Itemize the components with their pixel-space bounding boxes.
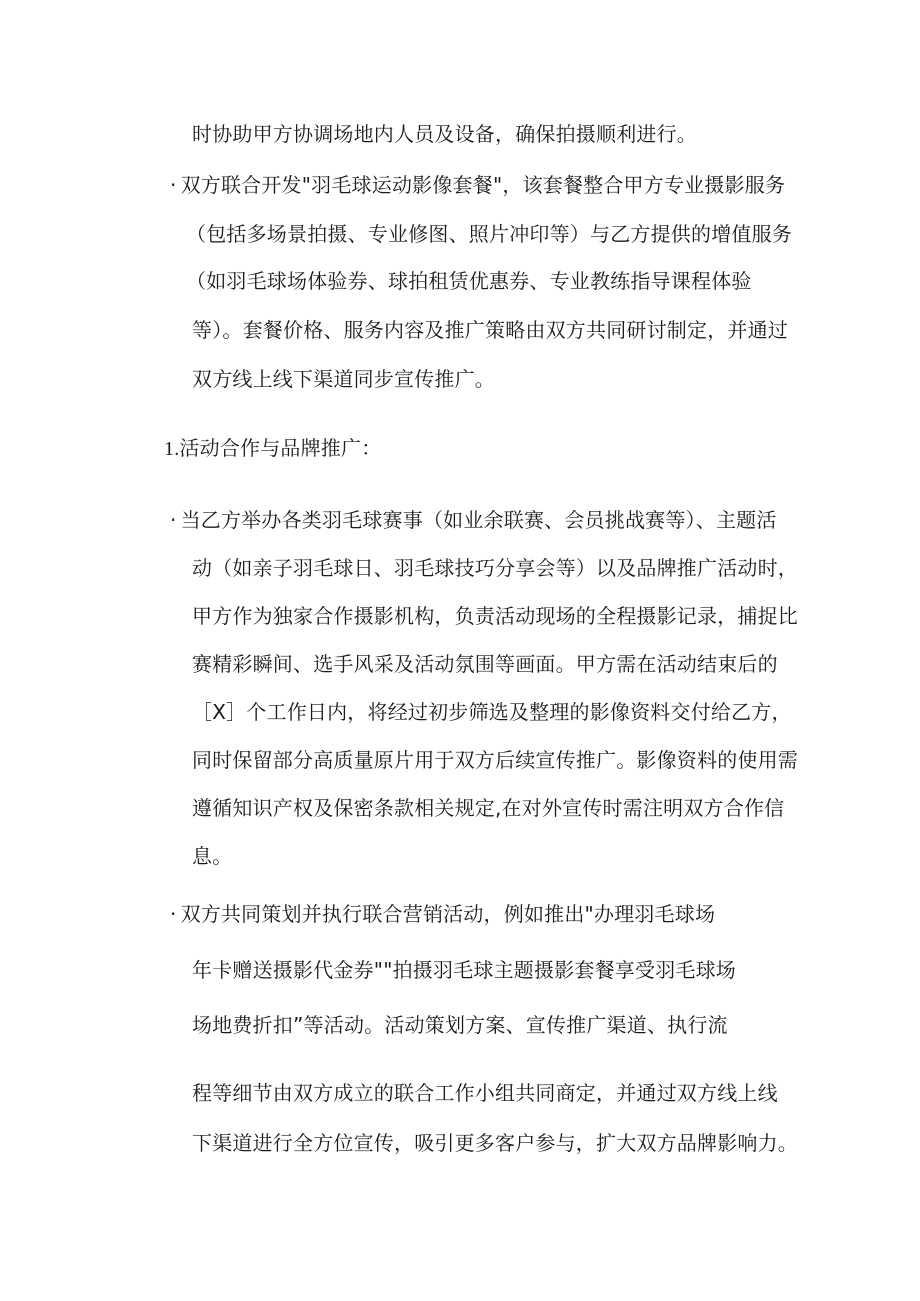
paragraph-2-line-5: 双方线上线下渠道同步宣传推广。 (192, 367, 495, 391)
bullet-marker: · (170, 173, 177, 197)
paragraph-3-line-2: 动（如亲子羽毛球日、羽毛球技巧分享会等）以及品牌推广活动时， (192, 556, 798, 580)
bullet-marker: · (170, 508, 177, 532)
heading-number: 1. (164, 438, 180, 460)
paragraph-3-text: 当乙方举办各类羽毛球赛事（如业余联赛、会员挑战赛等）、主题活 (180, 508, 777, 532)
paragraph-4-text: 双方共同策划并执行联合营销活动，例如推出"办理羽毛球场 (180, 902, 716, 926)
paragraph-2-line-3: （如羽毛球场体验券、球拍租赁优惠券、专业教练指导课程体验 (186, 269, 752, 293)
heading-text: 活动合作与品牌推广： (179, 436, 382, 460)
paragraph-3-line-3: 甲方作为独家合作摄影机构，负责活动现场的全程摄影记录，捕捉比 (192, 604, 798, 628)
paragraph-3-line-8: 息。 (192, 844, 233, 868)
paragraph-4-line-5: 下渠道进行全方位宣传，吸引更多客户参与，扩大双方品牌影响力。 (192, 1131, 798, 1155)
paragraph-3-line-6: 同时保留部分高质量原片用于双方后续宣传推广。影像资料的使用需 (192, 748, 798, 772)
paragraph-2-line-1 (170, 173, 785, 197)
paragraph-3-line-1 (170, 508, 777, 532)
paragraph-4-line-4: 程等细节由双方成立的联合工作小组共同商定，并通过双方线上线 (192, 1081, 778, 1105)
paragraph-2-line-4: 等）。套餐价格、服务内容及推广策略由双方共同研讨制定，并通过 (192, 318, 788, 342)
paragraph-4-line-2: 年卡赠送摄影代金券""拍摄羽毛球主题摄影套餐享受羽毛球场 (192, 958, 736, 982)
paragraph-1-line-1: 时协助甲方协调场地内人员及设备，确保拍摄顺利进行。 (192, 122, 697, 146)
paragraph-3-line-7: 遵循知识产权及保密条款相关规定,在对外宣传时需注明双方合作信 (192, 796, 785, 820)
section-heading (164, 436, 381, 461)
paragraph-4-line-3: 场地费折扣”等活动。活动策划方案、宣传推广渠道、执行流 (192, 1013, 728, 1037)
paragraph-4-line-1 (170, 902, 715, 926)
bullet-marker: · (170, 902, 177, 926)
paragraph-2-text: 双方联合开发"羽毛球运动影像套餐"，该套餐整合甲方专业摄影服务 (180, 173, 786, 197)
paragraph-3-line-4: 赛精彩瞬间、选手风采及活动氛围等画面。甲方需在活动结束后的 (192, 652, 778, 676)
paragraph-2-line-2: （包括多场景拍摄、专业修图、照片冲印等）与乙方提供的增值服务 (186, 222, 792, 246)
paragraph-3-line-5: ［X］个工作日内，将经过初步筛选及整理的影像资料交付给乙方， (192, 700, 792, 724)
